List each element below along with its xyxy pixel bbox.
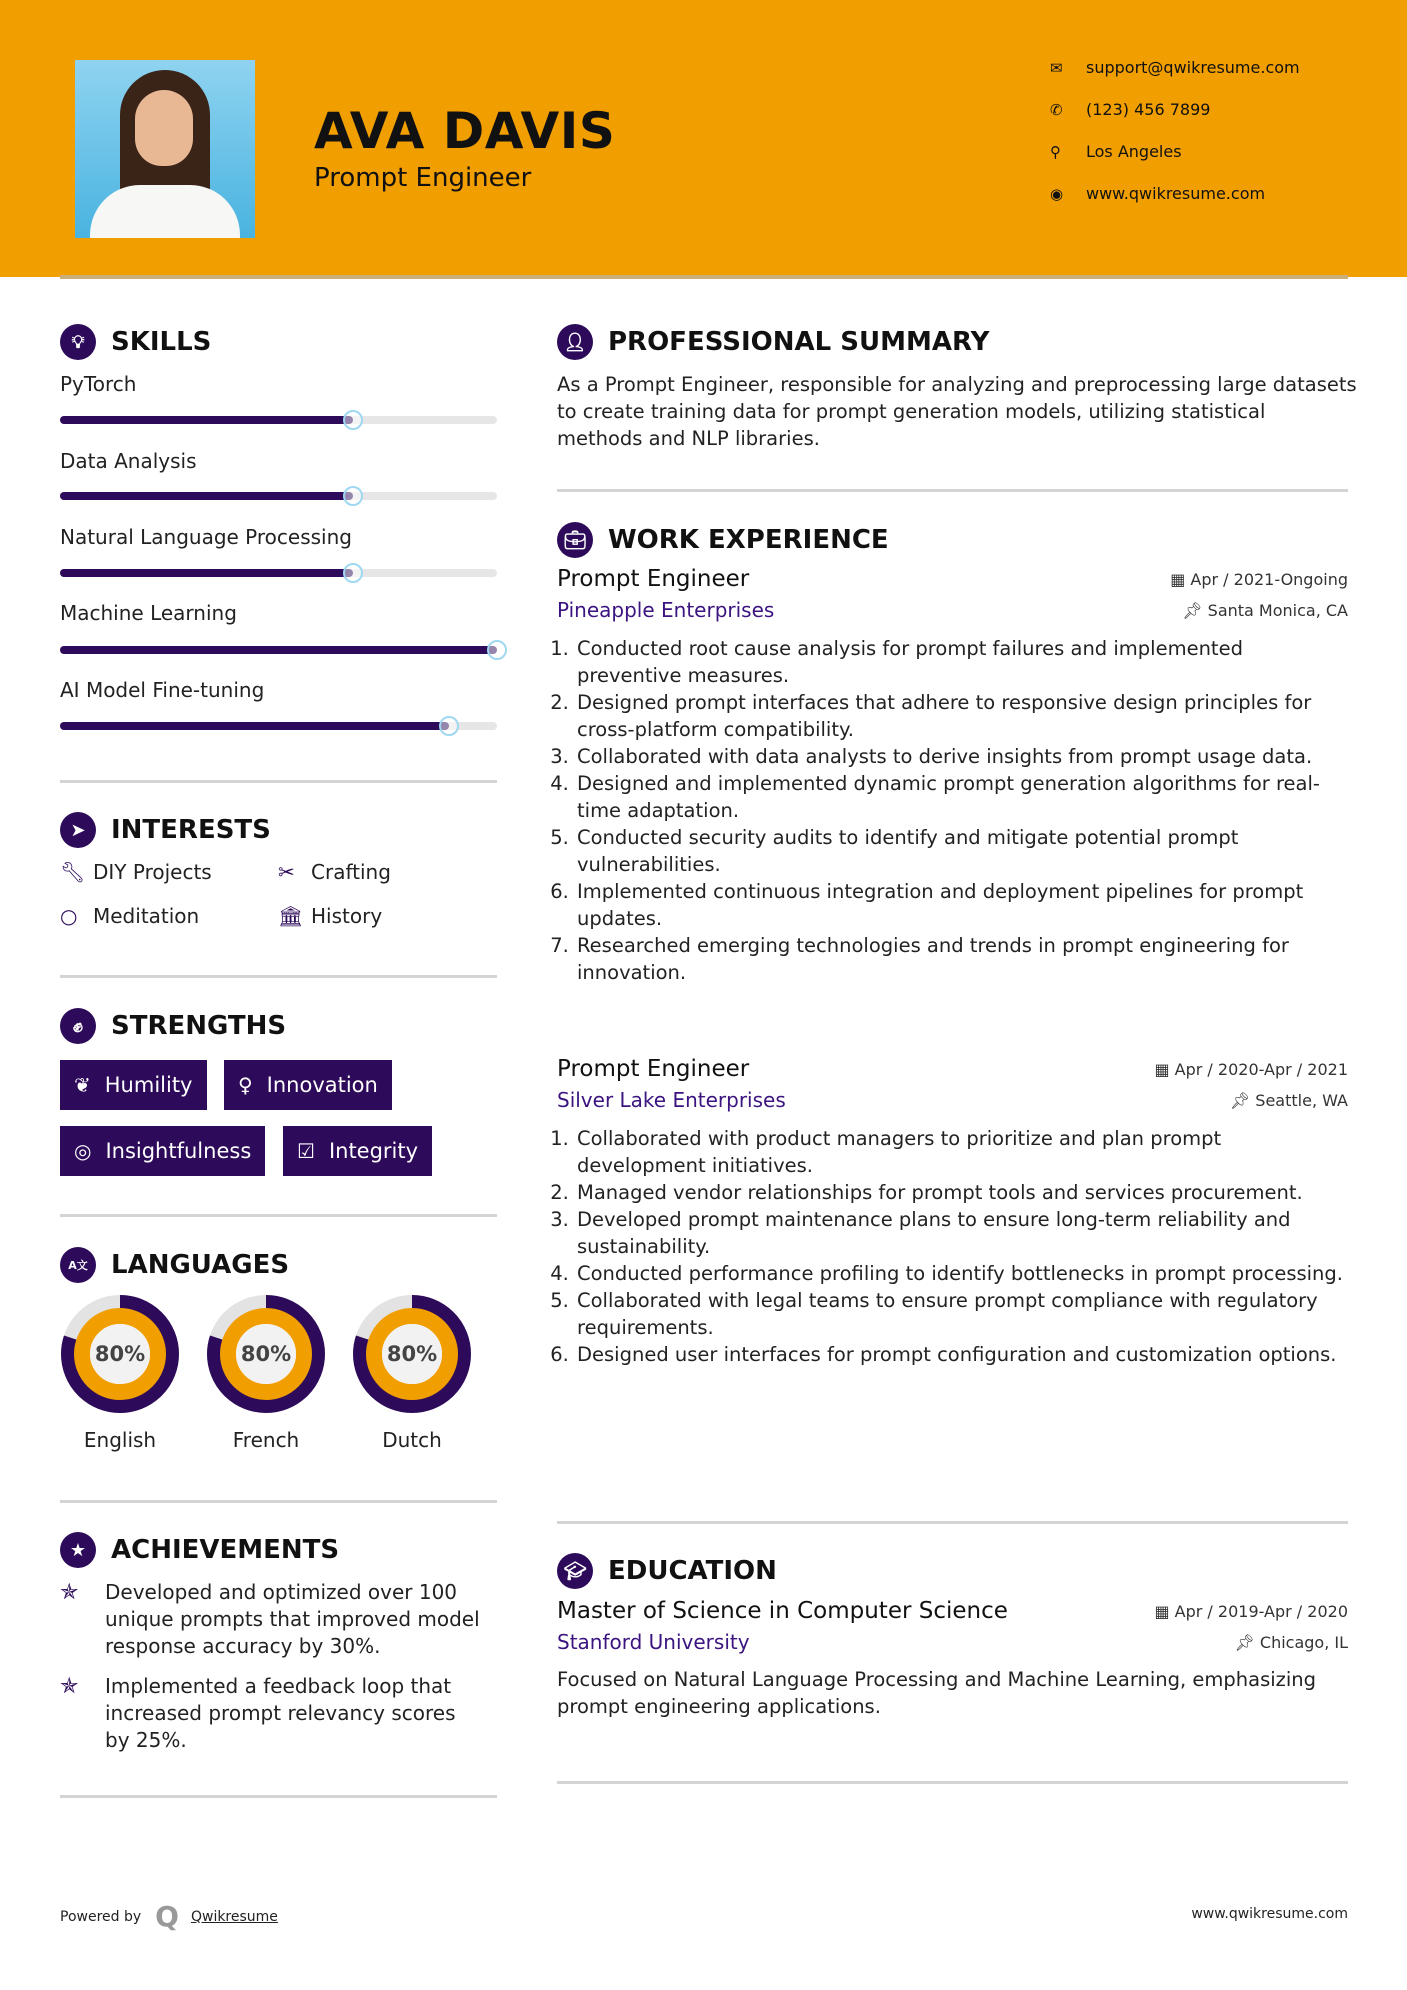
- qwikresume-logo-icon: Q: [155, 1900, 179, 1933]
- pin-icon: 📌︎: [1182, 600, 1208, 620]
- divider: [557, 489, 1348, 492]
- lightbulb-icon: 💡︎: [60, 324, 96, 360]
- language-item: [350, 1292, 474, 1452]
- calendar-icon: ▦: [1154, 1059, 1175, 1079]
- interest-item: [60, 904, 199, 928]
- language-percent: 80%: [386, 1342, 438, 1366]
- language-donut: [58, 1292, 182, 1416]
- strength-tag: [60, 1126, 265, 1176]
- heading-text: ACHIEVEMENTS: [111, 1535, 340, 1565]
- translate-icon: A文: [60, 1247, 96, 1283]
- language-donut: [204, 1292, 328, 1416]
- language-item: [204, 1292, 328, 1452]
- responsibility-item: 2. Designed prompt interfaces that adhere to responsive design principles for cross-platform compatibility.: [575, 689, 1348, 743]
- achievements-heading: [60, 1532, 339, 1568]
- strength-label: Integrity: [328, 1139, 419, 1163]
- contact-location: [1050, 142, 1182, 161]
- skill-label: Data Analysis: [60, 449, 197, 473]
- footer-website[interactable]: www.qwikresume.com: [1191, 1906, 1348, 1922]
- heading-text: INTERESTS: [111, 815, 271, 845]
- strengths-heading: [60, 1008, 286, 1044]
- education-heading: [557, 1553, 777, 1589]
- circle-icon: ○: [60, 904, 78, 928]
- wrench-icon: 🔧︎: [60, 860, 86, 884]
- pin-icon: 📌︎: [1234, 1632, 1260, 1652]
- skill-label: PyTorch: [60, 372, 137, 396]
- languages-list: [58, 1292, 474, 1452]
- achievement-text: Developed and optimized over 100 unique prompts that improved model response accuracy by 30%.: [105, 1580, 480, 1658]
- map-pin-icon: ⚲: [1050, 142, 1061, 161]
- responsibility-item: 3. Developed prompt maintenance plans to ensure long-term reliability and sustainability.: [575, 1206, 1348, 1260]
- languages-heading: [60, 1247, 289, 1283]
- divider: [557, 1521, 1348, 1524]
- lightbulb-icon: ♀: [238, 1073, 253, 1097]
- heading-text: LANGUAGES: [111, 1250, 290, 1280]
- job-title: Prompt Engineer: [557, 1056, 750, 1082]
- education-entry: [557, 1598, 1348, 1720]
- interest-label: DIY Projects: [93, 860, 212, 884]
- company-name: Silver Lake Enterprises: [557, 1088, 786, 1112]
- candidate-name: AVA DAVIS: [314, 102, 616, 160]
- stars-icon: ✯: [60, 1580, 79, 1605]
- dates-text: Apr / 2019-Apr / 2020: [1174, 1601, 1348, 1621]
- responsibility-item: 5. Collaborated with legal teams to ensure prompt compliance with regulatory requirements.: [575, 1287, 1348, 1341]
- job-dates: [1170, 570, 1348, 589]
- heading-text: SKILLS: [111, 327, 212, 357]
- experience-heading: [557, 522, 889, 558]
- responsibility-item: 6. Implemented continuous integration and deployment pipelines for prompt updates.: [575, 878, 1348, 932]
- dates-text: Apr / 2020-Apr / 2021: [1174, 1059, 1348, 1079]
- skill-bar: [60, 569, 497, 577]
- interest-label: History: [311, 904, 383, 928]
- heading-text: PROFESSIONAL SUMMARY: [608, 327, 990, 357]
- job-entry: [557, 566, 1348, 986]
- heading-text: WORK EXPERIENCE: [608, 525, 889, 555]
- responsibility-item: 4. Conducted performance profiling to identify bottlenecks in prompt processing.: [575, 1260, 1348, 1287]
- responsibility-item: 5. Conducted security audits to identify and mitigate potential prompt vulnerabilities.: [575, 824, 1348, 878]
- calendar-icon: ▦: [1154, 1601, 1175, 1621]
- contact-website[interactable]: [1050, 184, 1265, 203]
- language-item: [58, 1292, 182, 1452]
- language-label: Dutch: [382, 1428, 442, 1452]
- skill-knob: [439, 716, 459, 736]
- responsibility-item: 1. Conducted root cause analysis for prompt failures and implemented preventive measures.: [575, 635, 1348, 689]
- globe-icon: ◉: [1050, 184, 1064, 203]
- interests-heading: [60, 812, 271, 848]
- responsibility-item: 4. Designed and implemented dynamic prompt generation algorithms for real-time adaptation.: [575, 770, 1348, 824]
- heading-text: STRENGTHS: [111, 1011, 287, 1041]
- strength-label: Humility: [104, 1073, 193, 1097]
- pin-icon: 📌︎: [1229, 1090, 1256, 1110]
- responsibility-item: 6. Designed user interfaces for prompt configuration and customization options.: [575, 1341, 1348, 1368]
- interest-label: Crafting: [311, 860, 391, 884]
- job-location: [1230, 1091, 1348, 1110]
- skill-bar-fill: [60, 416, 353, 424]
- skill-bar-fill: [60, 722, 449, 730]
- summary-heading: [557, 324, 989, 360]
- eye-icon: ◎: [74, 1139, 92, 1163]
- divider: [60, 975, 497, 978]
- responsibility-item: 7. Researched emerging technologies and trends in prompt engineering for innovation.: [575, 932, 1348, 986]
- responsibilities-list: [557, 635, 1348, 986]
- language-percent: 80%: [94, 1342, 146, 1366]
- divider: [60, 780, 497, 783]
- user-icon: 👤︎: [557, 324, 593, 360]
- footer-powered-by: [60, 1900, 278, 1933]
- candidate-title: Prompt Engineer: [314, 163, 532, 193]
- responsibilities-list: [557, 1125, 1348, 1368]
- contact-text: www.qwikresume.com: [1086, 184, 1266, 203]
- strength-tag: [224, 1060, 392, 1110]
- skill-bar: [60, 722, 497, 730]
- skill-label: Machine Learning: [60, 601, 237, 625]
- strength-tag: [283, 1126, 432, 1176]
- profile-photo: [75, 60, 255, 238]
- interest-item: [60, 860, 212, 884]
- star-badge-icon: ★: [60, 1532, 96, 1568]
- achievement-item: [60, 1673, 480, 1754]
- skill-label: AI Model Fine-tuning: [60, 678, 265, 702]
- language-label: English: [83, 1428, 157, 1452]
- contact-text: support@qwikresume.com: [1086, 58, 1300, 77]
- divider: [60, 1214, 497, 1217]
- strength-label: Innovation: [266, 1073, 378, 1097]
- skill-bar: [60, 492, 497, 500]
- contact-email[interactable]: [1050, 58, 1300, 77]
- responsibility-item: 3. Collaborated with data analysts to derive insights from prompt usage data.: [575, 743, 1348, 770]
- responsibility-item: 2. Managed vendor relationships for prompt tools and services procurement.: [575, 1179, 1348, 1206]
- divider: [557, 1781, 1348, 1784]
- job-location: [1182, 601, 1348, 620]
- interest-label: Meditation: [93, 904, 200, 928]
- responsibility-item: 1. Collaborated with product managers to prioritize and plan prompt development initiatives.: [575, 1125, 1348, 1179]
- interest-item: [278, 904, 382, 928]
- stars-icon: ✯: [60, 1674, 79, 1699]
- contact-text: Los Angeles: [1086, 142, 1182, 161]
- contact-phone: [1050, 100, 1210, 119]
- skill-knob: [343, 486, 363, 506]
- dates-text: Apr / 2021-Ongoing: [1190, 569, 1348, 589]
- job-title: Prompt Engineer: [557, 566, 750, 592]
- language-percent: 80%: [240, 1342, 292, 1366]
- graduate-icon: 🎓︎: [557, 1553, 593, 1589]
- check-square-icon: ☑: [297, 1139, 315, 1163]
- phone-icon: ✆: [1050, 100, 1063, 119]
- company-name: Pineapple Enterprises: [557, 598, 775, 622]
- language-label: French: [232, 1428, 300, 1452]
- skill-knob: [343, 563, 363, 583]
- envelope-icon: ✉: [1050, 58, 1063, 77]
- location-text: Chicago, IL: [1259, 1632, 1348, 1652]
- divider: [60, 1795, 497, 1798]
- skill-knob: [487, 640, 507, 660]
- briefcase-icon: 💼︎: [557, 522, 593, 558]
- summary-text: As a Prompt Engineer, responsible for analyzing and preprocessing large datasets to create training data for prompt generation models, utilizing statistical methods and NLP libraries.: [557, 373, 1357, 450]
- fist-icon: ✊︎: [60, 1008, 96, 1044]
- skill-bar-fill: [60, 646, 497, 654]
- achievement-text: Implemented a feedback loop that increased prompt relevancy scores by 25%.: [105, 1674, 456, 1752]
- skill-knob: [343, 410, 363, 430]
- job-entry: [557, 1056, 1348, 1368]
- paper-plane-icon: ➤: [60, 812, 96, 848]
- job-dates: [1154, 1060, 1348, 1079]
- skill-bar-fill: [60, 492, 353, 500]
- skill-bar-fill: [60, 569, 353, 577]
- contact-text: (123) 456 7899: [1086, 100, 1211, 119]
- strength-label: Insightfulness: [105, 1139, 252, 1163]
- edu-dates: [1154, 1602, 1348, 1621]
- header-divider: [60, 275, 1348, 279]
- location-text: Santa Monica, CA: [1207, 600, 1348, 620]
- edu-location: [1234, 1633, 1348, 1652]
- powered-by-text: Powered by: [60, 1908, 142, 1925]
- education-description: Focused on Natural Language Processing and Machine Learning, emphasizing prompt engineering applications.: [557, 1668, 1317, 1718]
- language-donut: [350, 1292, 474, 1416]
- school-name: Stanford University: [557, 1630, 750, 1654]
- scissors-icon: ✂: [278, 860, 295, 884]
- skill-bar: [60, 646, 497, 654]
- leaf-icon: ❦: [74, 1073, 91, 1097]
- heading-text: EDUCATION: [608, 1556, 777, 1586]
- interest-item: [278, 860, 391, 884]
- calendar-icon: ▦: [1170, 569, 1191, 589]
- location-text: Seattle, WA: [1255, 1090, 1348, 1110]
- museum-icon: 🏛︎: [278, 904, 304, 928]
- degree: Master of Science in Computer Science: [557, 1598, 1008, 1624]
- skill-bar: [60, 416, 497, 424]
- skill-label: Natural Language Processing: [60, 525, 352, 549]
- strength-tag: [60, 1060, 207, 1110]
- brand-link[interactable]: Qwikresume: [190, 1908, 278, 1925]
- divider: [60, 1500, 497, 1503]
- skills-heading: [60, 324, 211, 360]
- achievement-item: [60, 1579, 480, 1660]
